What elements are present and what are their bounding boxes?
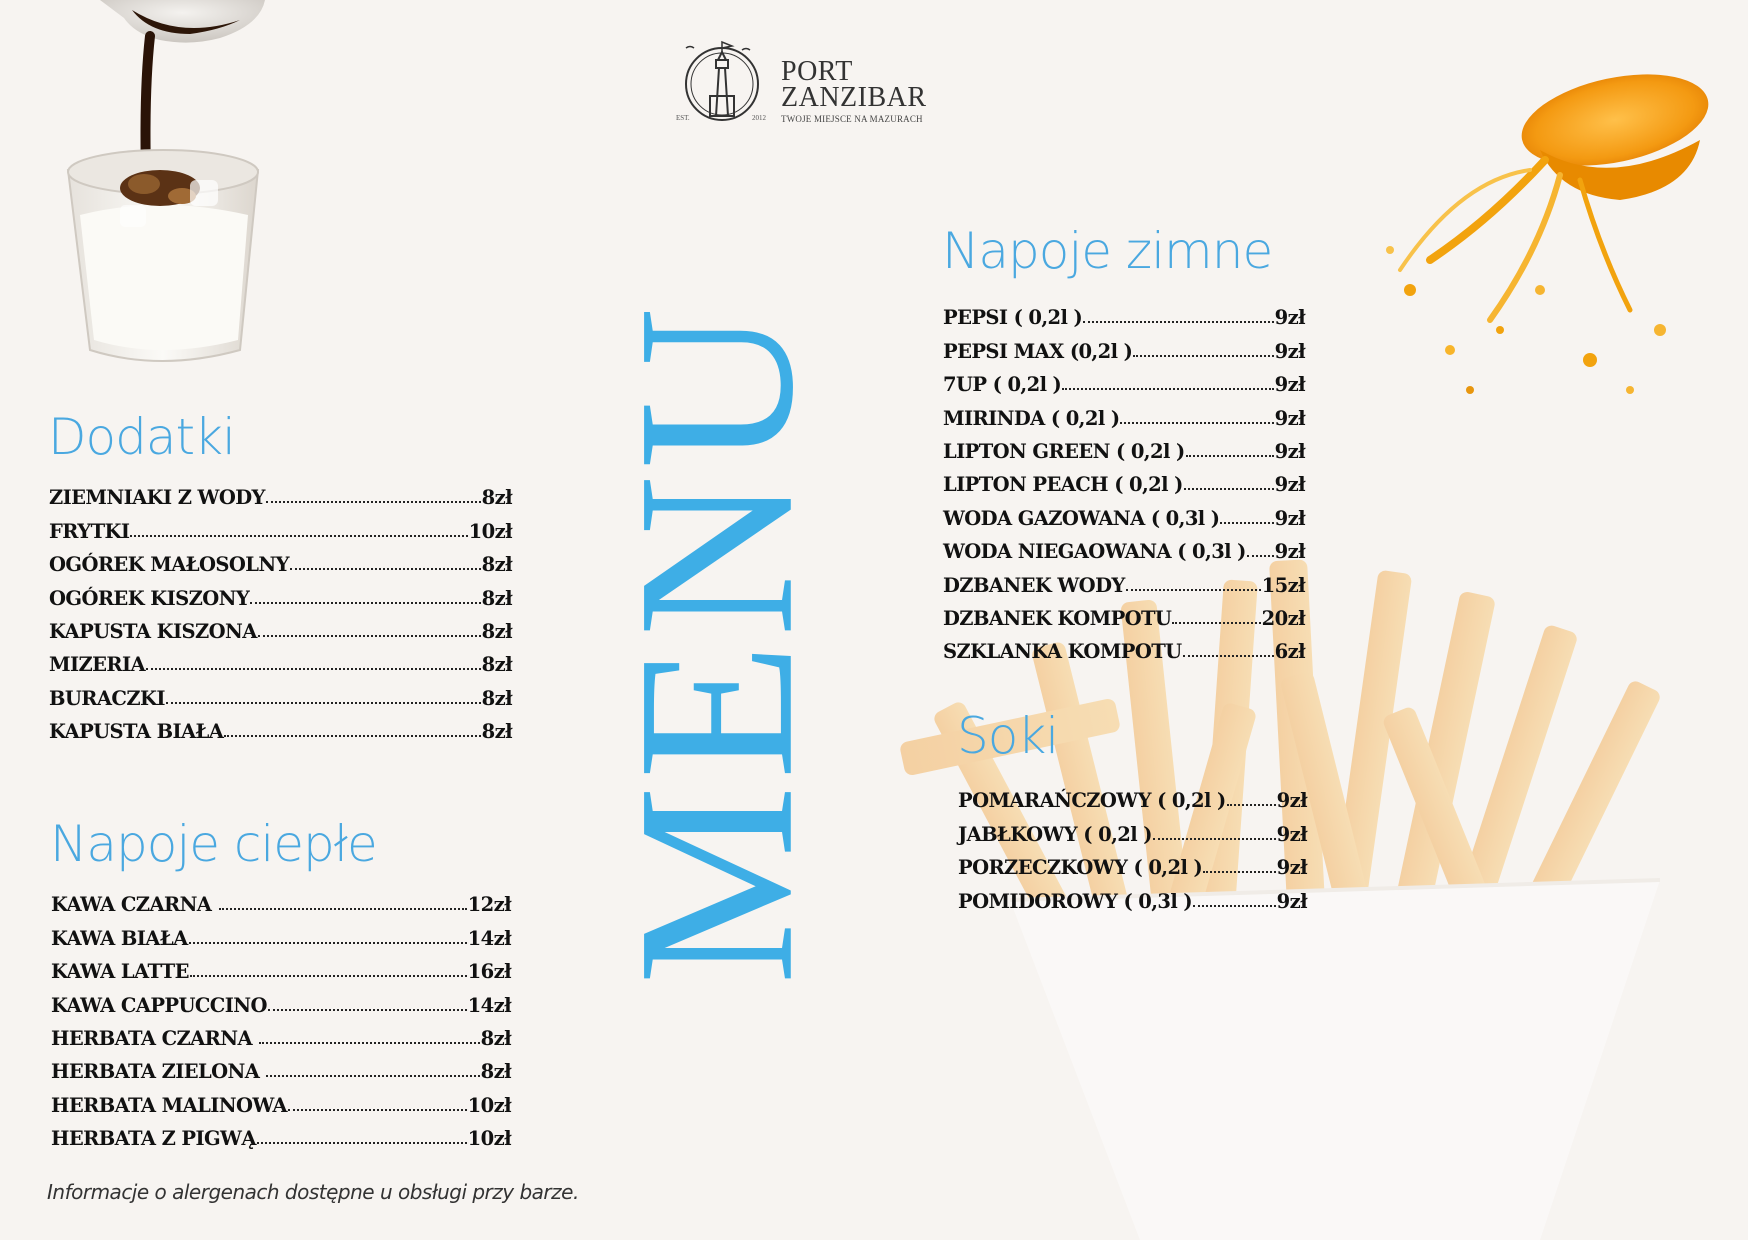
dot-leader — [1083, 321, 1273, 323]
menu-item-row — [943, 530, 1305, 563]
menu-item-price: 9zł — [1274, 406, 1305, 430]
menu-item-row — [943, 430, 1305, 463]
menu-item-name: PEPSI MAX (0,2l ) — [943, 339, 1133, 363]
menu-item-row — [943, 463, 1305, 496]
menu-item-row — [51, 1083, 511, 1116]
menu-item-name: KAPUSTA KISZONA — [49, 619, 257, 643]
menu-item-name: POMIDOROWY ( 0,3l ) — [958, 889, 1193, 913]
dot-leader — [1126, 589, 1261, 591]
port-zanzibar-logo — [676, 34, 936, 130]
logo-name-line2: ZANZIBAR — [781, 82, 927, 113]
dot-leader — [268, 1009, 467, 1011]
napoje-zimne-list — [943, 296, 1305, 663]
menu-item-row — [49, 509, 512, 542]
menu-item-row — [943, 329, 1305, 362]
menu-item-name: KAWA LATTE — [51, 960, 189, 984]
menu-item-price: 12zł — [467, 893, 511, 917]
dot-leader — [1153, 838, 1276, 840]
menu-item-row — [49, 543, 512, 576]
menu-item-row — [49, 576, 512, 609]
menu-item-row — [51, 883, 511, 916]
logo-tagline: TWOJE MIEJSCE NA MAZURACH — [781, 114, 923, 124]
dot-leader — [190, 975, 467, 977]
menu-item-row — [958, 879, 1307, 912]
menu-item-name: HERBATA Z PIGWĄ — [51, 1127, 256, 1151]
dot-leader — [1220, 522, 1273, 524]
dot-leader — [266, 1075, 479, 1077]
menu-item-name: LIPTON GREEN ( 0,2l ) — [943, 439, 1185, 463]
menu-item-name: PEPSI ( 0,2l ) — [943, 306, 1083, 330]
logo-name-line1: PORT — [781, 56, 853, 87]
dot-leader — [1062, 388, 1273, 390]
menu-item-price: 8zł — [480, 1060, 511, 1084]
dot-leader — [1227, 804, 1276, 806]
dot-leader — [259, 1042, 479, 1044]
menu-item-name: LIPTON PEACH ( 0,2l ) — [943, 473, 1183, 497]
menu-item-name: FRYTKI — [49, 519, 130, 543]
menu-item-row — [49, 676, 512, 709]
menu-item-name: ZIEMNIAKI Z WODY — [49, 486, 265, 510]
menu-item-name: KAWA BIAŁA — [51, 926, 188, 950]
dot-leader — [1203, 871, 1276, 873]
menu-item-row — [958, 846, 1307, 879]
menu-item-row — [49, 710, 512, 743]
menu-title-text: MENU — [591, 301, 840, 985]
menu-item-name: HERBATA CZARNA — [51, 1026, 259, 1050]
section-title-dodatki: Dodatki — [48, 408, 235, 466]
menu-item-row — [943, 496, 1305, 529]
menu-item-name: MIZERIA — [49, 653, 146, 677]
menu-item-name: WODA NIEGAOWANA ( 0,3l ) — [943, 540, 1246, 564]
dot-leader — [1172, 622, 1260, 624]
section-title-soki: Soki — [957, 707, 1059, 765]
dodatki-list — [49, 476, 512, 743]
menu-item-name: WODA GAZOWANA ( 0,3l ) — [943, 506, 1220, 530]
menu-item-name: KAWA CZARNA — [51, 893, 218, 917]
menu-item-price: 9zł — [1274, 473, 1305, 497]
menu-item-name: JABŁKOWY ( 0,2l ) — [958, 822, 1152, 846]
dot-leader — [1120, 422, 1273, 424]
menu-item-price: 8zł — [481, 486, 512, 510]
menu-item-name: 7UP ( 0,2l ) — [943, 373, 1062, 397]
menu-item-price: 8zł — [481, 720, 512, 744]
menu-item-row — [943, 396, 1305, 429]
dot-leader — [250, 602, 480, 604]
menu-item-price: 8zł — [481, 553, 512, 577]
logo-est-year: 2012 — [752, 114, 766, 122]
menu-item-row — [51, 950, 511, 983]
menu-item-price: 8zł — [481, 653, 512, 677]
menu-item-name: DZBANEK WODY — [943, 573, 1125, 597]
dot-leader — [224, 735, 480, 737]
menu-item-name: MIRINDA ( 0,2l ) — [943, 406, 1120, 430]
menu-item-name: KAWA CAPPUCCINO — [51, 993, 267, 1017]
dot-leader — [189, 942, 467, 944]
menu-item-price: 6zł — [1274, 640, 1305, 664]
iced-coffee-glass-image — [40, 0, 280, 380]
menu-title-vertical — [591, 301, 840, 985]
menu-item-price: 10zł — [467, 1093, 511, 1117]
menu-item-name: DZBANEK KOMPOTU — [943, 606, 1172, 630]
dot-leader — [266, 501, 481, 503]
menu-item-price: 8zł — [481, 619, 512, 643]
menu-item-price: 14zł — [467, 993, 511, 1017]
menu-item-price: 14zł — [467, 926, 511, 950]
menu-item-row — [943, 563, 1305, 596]
menu-item-row — [943, 630, 1305, 663]
menu-item-name: OGÓREK MAŁOSOLNY — [49, 553, 289, 577]
menu-item-row — [49, 643, 512, 676]
menu-item-price: 8zł — [481, 686, 512, 710]
dot-leader — [288, 1109, 467, 1111]
napoje-cieple-list — [51, 883, 511, 1150]
dot-leader — [130, 535, 467, 537]
section-title-napoje-cieple: Napoje ciepłe — [50, 815, 377, 873]
dot-leader — [1247, 555, 1274, 557]
menu-item-price: 9zł — [1276, 789, 1307, 813]
dot-leader — [166, 702, 481, 704]
menu-item-price: 9zł — [1276, 822, 1307, 846]
dot-leader — [1183, 655, 1274, 657]
menu-item-row — [943, 597, 1305, 630]
menu-item-row — [51, 1117, 511, 1150]
menu-item-row — [943, 296, 1305, 329]
menu-item-name: BURACZKI — [49, 686, 165, 710]
menu-item-price: 9zł — [1274, 373, 1305, 397]
menu-item-name: HERBATA MALINOWA — [51, 1093, 287, 1117]
orange-splash-image — [1370, 70, 1730, 410]
menu-item-price: 9zł — [1274, 540, 1305, 564]
menu-item-price: 16zł — [467, 960, 511, 984]
logo-est-label: EST. — [676, 114, 690, 122]
menu-item-price: 10zł — [468, 519, 512, 543]
menu-item-row — [51, 1017, 511, 1050]
menu-item-price: 9zł — [1276, 856, 1307, 880]
dot-leader — [219, 908, 467, 910]
dot-leader — [257, 1142, 467, 1144]
menu-item-price: 15zł — [1261, 573, 1305, 597]
dot-leader — [1184, 488, 1274, 490]
menu-item-row — [958, 779, 1307, 812]
section-title-napoje-zimne: Napoje zimne — [942, 222, 1273, 280]
dot-leader — [1186, 455, 1274, 457]
menu-item-name: HERBATA ZIELONA — [51, 1060, 266, 1084]
menu-item-name: PORZECZKOWY ( 0,2l ) — [958, 856, 1203, 880]
soki-list — [958, 779, 1307, 913]
menu-item-row — [51, 916, 511, 949]
menu-item-name: KAPUSTA BIAŁA — [49, 720, 224, 744]
menu-item-price: 8zł — [480, 1026, 511, 1050]
menu-item-price: 9zł — [1274, 506, 1305, 530]
menu-item-row — [51, 983, 511, 1016]
menu-item-row — [958, 812, 1307, 845]
allergen-info-note: Informacje o alergenach dostępne u obsługi przy barze. — [47, 1180, 579, 1204]
menu-item-price: 9zł — [1274, 339, 1305, 363]
dot-leader — [290, 568, 481, 570]
menu-item-price: 10zł — [467, 1127, 511, 1151]
menu-item-price: 8zł — [481, 586, 512, 610]
dot-leader — [1193, 905, 1276, 907]
menu-item-price: 20zł — [1261, 606, 1305, 630]
menu-item-name: POMARAŃCZOWY ( 0,2l ) — [958, 789, 1226, 813]
menu-item-row — [943, 363, 1305, 396]
menu-item-price: 9zł — [1276, 889, 1307, 913]
dot-leader — [146, 668, 481, 670]
menu-item-price: 9zł — [1274, 439, 1305, 463]
menu-item-name: SZKLANKA KOMPOTU — [943, 640, 1182, 664]
menu-item-row — [51, 1050, 511, 1083]
dot-leader — [1133, 355, 1273, 357]
lighthouse-icon — [676, 38, 768, 126]
dot-leader — [258, 635, 481, 637]
menu-item-name: OGÓREK KISZONY — [49, 586, 250, 610]
menu-item-price: 9zł — [1274, 306, 1305, 330]
menu-item-row — [49, 610, 512, 643]
menu-item-row — [49, 476, 512, 509]
